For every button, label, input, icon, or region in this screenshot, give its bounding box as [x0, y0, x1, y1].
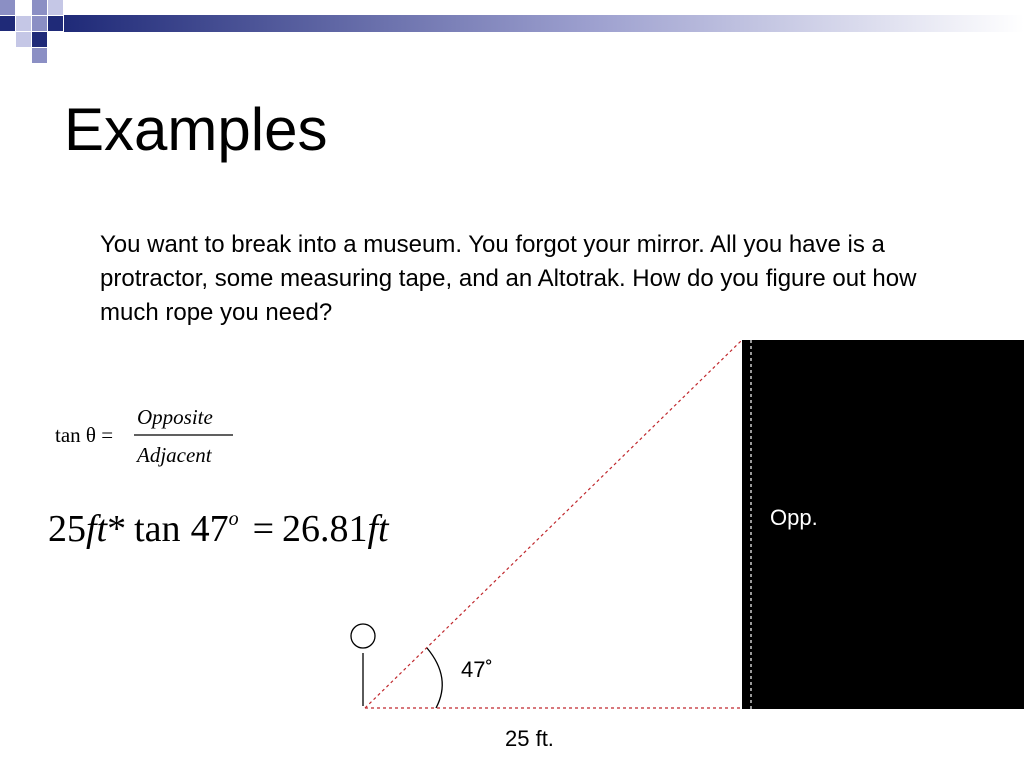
calc-angle: 47 [190, 508, 229, 550]
slide-title: Examples [64, 96, 328, 163]
formula-denominator: Adjacent [137, 443, 212, 467]
angle-arc [427, 648, 442, 708]
calculation-formula [48, 508, 390, 550]
opposite-label: Opp. [770, 505, 818, 530]
problem-statement: You want to break into a museum. You forgot your mirror. All you have is a protractor, some measuring tape, and an Altotrak. How do you figure out how much rope you need? [100, 231, 917, 326]
calc-unit: ft [86, 508, 108, 550]
hypotenuse-line [365, 340, 742, 708]
base-distance-label: 25 ft. [505, 726, 554, 751]
calc-degree-mark: o [228, 508, 239, 530]
calc-operator: * [107, 508, 127, 550]
angle-label: 47˚ [461, 657, 493, 682]
calc-distance: 25 [48, 508, 86, 550]
formula-numerator: Opposite [137, 405, 213, 429]
calc-result: 26.81 [282, 508, 368, 550]
formula-lhs: tan θ = [55, 423, 114, 447]
person-head [351, 624, 375, 648]
calc-equals: = [252, 508, 274, 550]
calc-function: tan [134, 508, 181, 550]
calc-result-unit: ft [367, 508, 389, 550]
